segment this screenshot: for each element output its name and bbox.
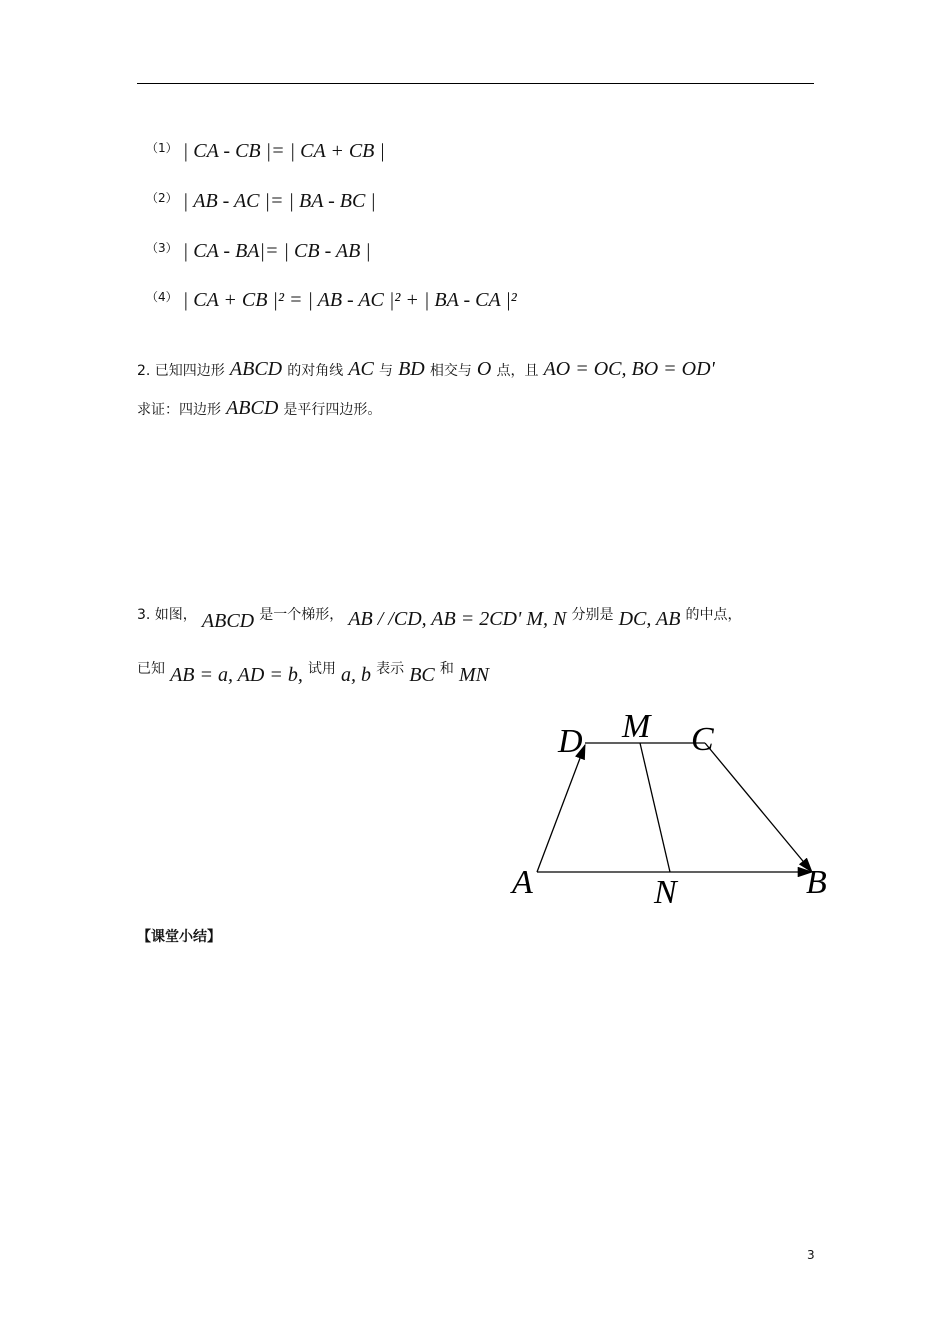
- list-item: [146, 235, 371, 262]
- summary-heading: 【课堂小结】: [137, 929, 221, 945]
- problem-2-line-1: [137, 358, 715, 381]
- text: 试用: [307, 661, 336, 677]
- text: 是平行四边形。: [283, 402, 382, 418]
- text: 点，且: [496, 363, 539, 379]
- problem-3-line-2: [137, 656, 489, 686]
- label-b: B: [806, 864, 827, 901]
- item-number: （4）: [146, 290, 178, 304]
- math: BD: [398, 358, 425, 380]
- vector-ad: [537, 745, 585, 872]
- label-n: N: [654, 874, 677, 910]
- math: AB = a, AD = b,: [170, 664, 303, 686]
- item-number: （2）: [146, 191, 178, 205]
- item-expression: | CA + CB |² = | AB - AC |² + | BA - CA |²: [182, 289, 517, 311]
- math: O: [476, 358, 492, 380]
- label-a: A: [512, 864, 533, 901]
- math: MN: [458, 664, 489, 686]
- math: AO = OC, BO = OD': [543, 358, 715, 380]
- text: 相交与: [429, 363, 472, 379]
- math: ABCD: [229, 358, 283, 380]
- problem-2-line-2: [137, 397, 381, 420]
- text: 求证：四边形: [137, 402, 221, 418]
- text: 已知: [137, 661, 165, 677]
- math: M, N: [526, 608, 567, 630]
- text: 分别是: [571, 607, 614, 623]
- list-item: [146, 185, 376, 212]
- list-item: [146, 135, 385, 162]
- math: DC, AB: [618, 608, 681, 630]
- item-expression: | CA - CB |= | CA + CB |: [182, 140, 385, 162]
- segment-mn: [640, 743, 670, 872]
- text: 表示: [376, 661, 405, 677]
- math: ABCD: [226, 397, 279, 419]
- item-expression: | CA - BA|= | CB - AB |: [182, 240, 371, 262]
- item-number: （1）: [146, 141, 178, 155]
- text: 的对角线: [287, 363, 344, 379]
- math: ABCD: [201, 610, 255, 632]
- text: 2. 已知四边形: [137, 363, 225, 379]
- problem-3-line-1: [137, 602, 742, 632]
- math: AC: [348, 358, 374, 380]
- text: 和: [439, 661, 454, 677]
- item-expression: | AB - AC |= | BA - BC |: [182, 190, 376, 212]
- text: 的中点，: [685, 607, 742, 623]
- text: 是一个梯形，: [259, 607, 344, 623]
- math: BC: [409, 664, 435, 686]
- math: a, b: [341, 664, 372, 686]
- item-number: （3）: [146, 241, 178, 255]
- vector-cb: [705, 743, 812, 872]
- text: 与: [378, 363, 393, 379]
- text: 3. 如图，: [137, 607, 197, 623]
- math: AB / /CD, AB = 2CD': [348, 608, 522, 630]
- trapezoid-figure: [500, 700, 850, 910]
- label-c: C: [691, 721, 714, 758]
- list-item: [146, 284, 517, 311]
- page-number: 3: [807, 1248, 815, 1262]
- header-rule: [137, 83, 814, 84]
- label-m: M: [622, 708, 651, 745]
- label-d: D: [558, 723, 583, 760]
